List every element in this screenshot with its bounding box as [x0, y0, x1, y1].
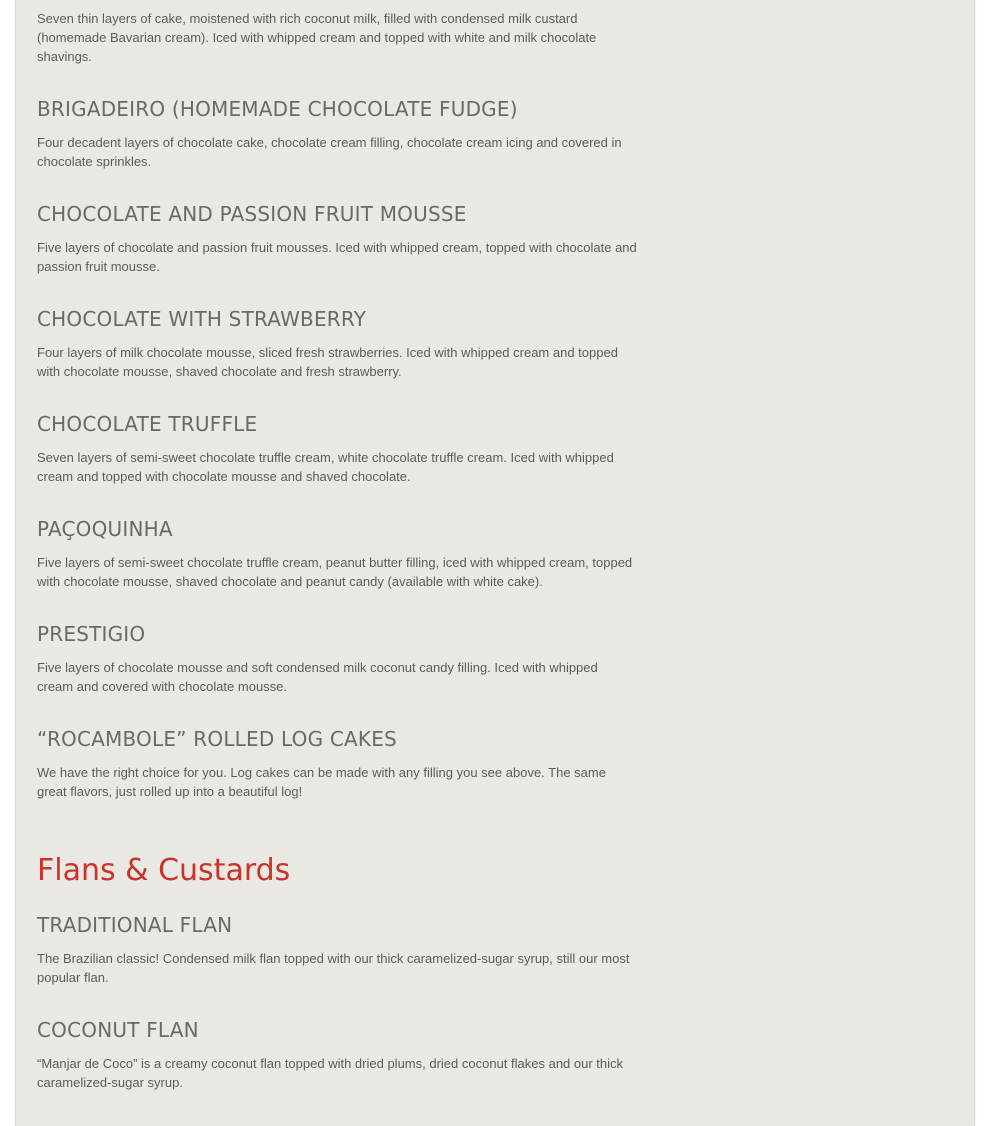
flan-description-traditional: The Brazilian classic! Condensed milk flan topped with our thick caramelized-sugar syrup, still our most popular flan. — [37, 951, 630, 985]
cake-title-chocolate-truffle: CHOCOLATE TRUFFLE — [37, 412, 258, 436]
cake-title-brigadeiro: BRIGADEIRO (HOMEMADE CHOCOLATE FUDGE) — [37, 97, 518, 121]
cake-title-chocolate-strawberry: CHOCOLATE WITH STRAWBERRY — [37, 307, 367, 331]
section-title-flans: Flans & Custards — [37, 853, 291, 888]
flan-description-coconut: “Manjar de Coco” is a creamy coconut flan topped with dried plums, dried coconut flakes and our thick caramelized-sugar syrup. — [37, 1056, 624, 1090]
cake-description-chocolate-passion-fruit: Five layers of chocolate and passion fruit mousses. Iced with whipped cream, topped with chocolate and passion fruit mousse. — [37, 240, 637, 274]
cake-title-rocambole: “ROCAMBOLE” ROLLED LOG CAKES — [37, 727, 397, 751]
cake-description-pacoquinha: Five layers of semi-sweet chocolate truffle cream, peanut butter filling, iced with whipped cream, topped with chocolate mousse, shaved chocolate and peanut candy (available with white cake). — [37, 555, 633, 589]
flan-title-traditional: TRADITIONAL FLAN — [37, 913, 233, 937]
cake-title-chocolate-passion-fruit: CHOCOLATE AND PASSION FRUIT MOUSSE — [37, 202, 467, 226]
cake-description-prestigio: Five layers of chocolate mousse and soft condensed milk coconut candy filling. Iced with whipped cream and covered with chocolate mousse. — [37, 660, 598, 694]
cake-title-prestigio: PRESTIGIO — [37, 622, 146, 646]
cake-description-chocolate-strawberry: Four layers of milk chocolate mousse, sliced fresh strawberries. Iced with whipped cream and topped with chocolate mousse, shaved chocolate and fresh strawberry. — [37, 345, 618, 379]
cake-title-pacoquinha: PAÇOQUINHA — [37, 517, 173, 541]
flan-title-coconut: COCONUT FLAN — [37, 1018, 199, 1042]
intro-description: Seven thin layers of cake, moistened with rich coconut milk, filled with condensed milk custard (homemade Bavarian cream). Iced with whipped cream and topped with white and milk chocolate shavings. — [37, 11, 597, 64]
cake-description-rocambole: We have the right choice for you. Log cakes can be made with any filling you see above. The same great flavors, just rolled up into a beautiful log! — [37, 765, 606, 799]
cake-description-brigadeiro: Four decadent layers of chocolate cake, chocolate cream filling, chocolate cream icing and covered in chocolate sprinkles. — [37, 135, 622, 169]
cake-description-chocolate-truffle: Seven layers of semi-sweet chocolate truffle cream, white chocolate truffle cream. Iced with whipped cream and topped with chocolate mousse and shaved chocolate. — [37, 450, 614, 484]
